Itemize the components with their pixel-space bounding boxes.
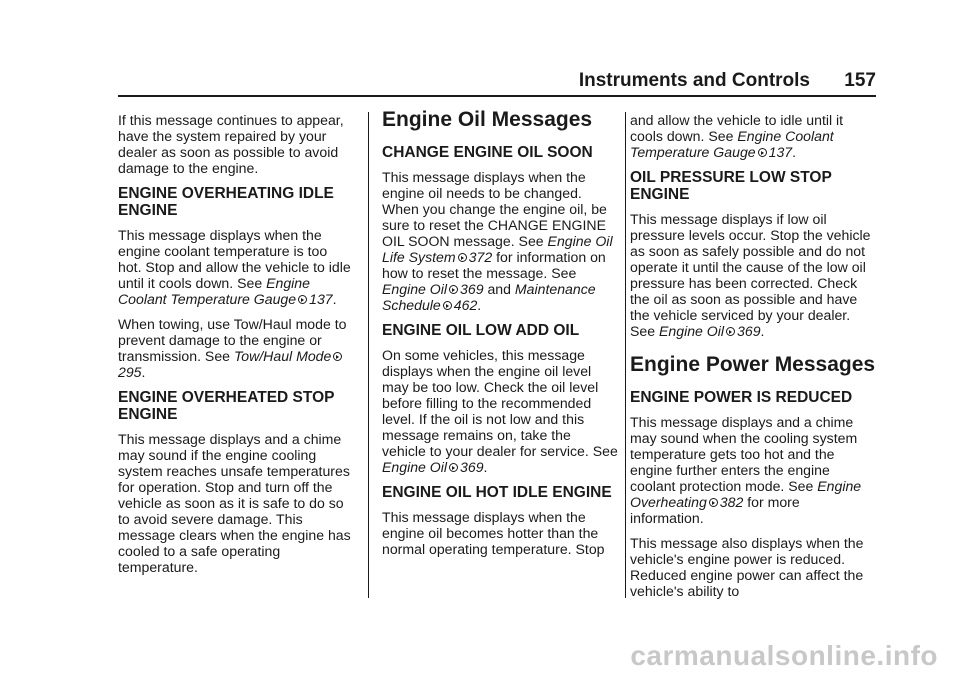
page-ref[interactable]: 372 xyxy=(468,249,493,265)
text: This message displays when the engine coolant temperature is too hot. Stop and allow the vehicle to idle until it cools down. See xyxy=(118,227,351,291)
page-ref[interactable]: 369 xyxy=(460,459,484,475)
paragraph: If this message continues to appear, have the system repaired by your dealer as soon as possible to avoid damage to the engine. xyxy=(118,112,344,176)
page-ref-icon xyxy=(709,498,718,507)
page-ref[interactable]: 137 xyxy=(768,144,793,160)
paragraph: This message displays and a chime may sound if the engine cooling system reaches unsafe temperatures for operation. Stop and turn off the vehicle as soon as it is safe to do so to avoid severe damage. This message clears when the engine has cooled to a safe operating temperature. xyxy=(118,431,351,575)
text: On some vehicles, this message displays when the engine oil level may be too low. Check the oil level before filling to the recommended level. If the oil is not low and this message remains on, take the vehicle to your dealer for service. See xyxy=(382,347,618,459)
paragraph: This message also displays when the vehicle's engine power is reduced. Reduced engine power can affect the vehicle's ability to xyxy=(630,535,864,599)
page-ref-icon xyxy=(333,352,342,361)
paragraph: When towing, use Tow/Haul mode to prevent damage to the engine or transmission. See Tow/Haul Mode295. xyxy=(118,316,347,380)
header-rule xyxy=(118,95,876,97)
page-ref[interactable]: 295 xyxy=(118,364,142,380)
subheading-overheating-idle: ENGINE OVERHEATING IDLE ENGINE xyxy=(118,185,334,219)
page-ref[interactable]: 369 xyxy=(460,281,484,297)
page-ref-icon xyxy=(458,253,467,262)
paragraph: and allow the vehicle to idle until it cools down. See Engine Coolant Temperature Gauge 137. xyxy=(630,112,844,160)
text: and xyxy=(487,281,511,297)
paragraph: This message displays if low oil pressure levels occur. Stop the vehicle as soon as safely possible and do not operate it until the cause of the low oil pressure has been corrected. Check the oil as soon as possible and have the vehicle serviced by your dealer. See Engine Oil 369. xyxy=(630,211,871,339)
cross-ref-link[interactable]: Engine Coolant Temperature Gauge xyxy=(630,128,834,160)
text: for information on how to reset the message. See xyxy=(382,249,606,281)
paragraph: This message displays when the engine oil needs to be changed. When you change the engine oil, be sure to reset the CHANGE ENGINE OIL SOON message. See Engine Oil Life System 372 for information on how to reset the message. See Engine Oil 369 and Maintenance Schedule 462. xyxy=(382,169,613,313)
cross-ref-link[interactable]: Engine Oil xyxy=(382,281,448,297)
text: This message displays if low oil pressure levels occur. Stop the vehicle as soon as safely possible and do not operate it until the cause of the low oil pressure has been corrected. Check the oil as soon as possible and have the vehicle serviced by your dealer. See xyxy=(630,211,871,339)
page-ref[interactable]: 137 xyxy=(309,291,333,307)
cross-ref-link[interactable]: Engine Oil Life System xyxy=(382,233,613,265)
text: When towing, use Tow/Haul mode to prevent damage to the engine or transmission. See xyxy=(118,316,347,364)
page-ref-icon xyxy=(298,295,307,304)
paragraph xyxy=(630,414,876,526)
watermark: carmanualsonline.info xyxy=(630,640,938,671)
subheading-change-oil: CHANGE ENGINE OIL SOON xyxy=(382,144,593,161)
cross-ref-link[interactable]: Engine Oil xyxy=(382,459,448,475)
subheading-power-reduced: ENGINE POWER IS REDUCED xyxy=(630,389,853,406)
column-1 xyxy=(118,112,354,584)
page-number: 157 xyxy=(844,70,876,91)
page-ref[interactable]: 369 xyxy=(737,323,761,339)
column-3 xyxy=(630,112,876,608)
page-ref-icon xyxy=(443,301,452,310)
section-heading-engine-oil: Engine Oil Messages xyxy=(382,108,593,131)
paragraph: On some vehicles, this message displays when the engine oil level may be too low. Check the oil level before filling to the recommended level. If the oil is not low and this message remains on, take the vehicle to your dealer for service. See Engine Oil 369. xyxy=(382,347,618,475)
page-header xyxy=(0,70,876,96)
paragraph: This message displays when the engine coolant temperature is too hot. Stop and allow the vehicle to idle until it cools down. See Engine Coolant Temperature Gauge 137. xyxy=(118,227,351,307)
page-ref-icon xyxy=(449,285,458,294)
paragraph: This message displays when the engine oil becomes hotter than the normal operating temperature. Stop xyxy=(382,509,605,557)
section-heading-engine-power: Engine Power Messages xyxy=(630,353,876,376)
page-ref-icon xyxy=(449,463,458,472)
page-ref[interactable]: 462 xyxy=(453,297,478,313)
subheading-oil-low: ENGINE OIL LOW ADD OIL xyxy=(382,322,580,339)
cross-ref-link[interactable]: Engine Oil xyxy=(659,323,725,339)
text: and allow the vehicle to idle until it cools down. See xyxy=(630,112,844,144)
text: for more information. xyxy=(630,494,800,526)
subheading-oil-pressure: OIL PRESSURE LOW STOP ENGINE xyxy=(630,169,832,203)
column-divider-1 xyxy=(368,112,369,598)
header-title: Instruments and Controls xyxy=(578,70,810,91)
subheading-overheated-stop: ENGINE OVERHEATED STOP ENGINE xyxy=(118,389,335,423)
text: This message displays and a chime may sound when the cooling system temperature gets too hot and the engine further enters the engine coolant protection mode. See xyxy=(630,414,858,494)
page-ref-icon xyxy=(758,148,767,157)
cross-ref-link[interactable]: Tow/Haul Mode xyxy=(233,348,332,364)
text: This message displays when the engine oil needs to be changed. When you change the engine oil, be sure to reset the CHANGE ENGINE OIL SOON message. See xyxy=(382,169,607,249)
subheading-oil-hot: ENGINE OIL HOT IDLE ENGINE xyxy=(382,484,612,501)
page-ref-icon xyxy=(726,327,735,336)
cross-ref-link[interactable]: Engine Overheating xyxy=(630,478,862,510)
column-divider-2 xyxy=(625,112,626,598)
page-ref[interactable]: 382 xyxy=(719,494,744,510)
column-2 xyxy=(382,108,618,566)
cross-ref-link[interactable]: Maintenance Schedule xyxy=(382,281,596,313)
cross-ref-link[interactable]: Engine Coolant Temperature Gauge xyxy=(118,275,310,307)
